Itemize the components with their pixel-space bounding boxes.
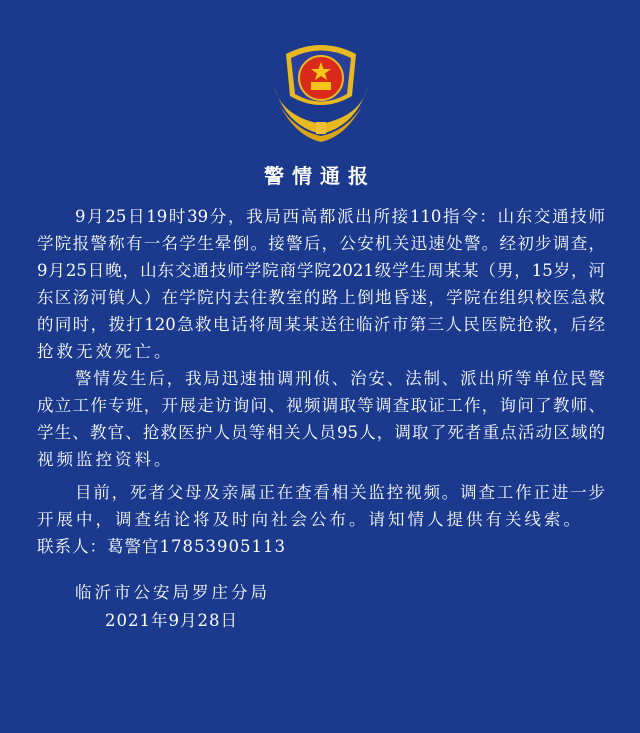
signature: 临沂市公安局罗庄分局 <box>75 583 270 602</box>
text-line: 9月25日19时39分，我局西高都派出所接110指令：山东交通技师 <box>75 207 605 226</box>
date: 2021年9月28日 <box>105 611 238 630</box>
police-emblem <box>266 36 376 144</box>
text-line: 警情发生后，我局迅速抽调刑侦、治安、法制、派出所等单位民警 <box>75 369 605 388</box>
text-line: 东区汤河镇人）在学院内去往教室的路上倒地昏迷，学院在组织校医急救 <box>37 288 605 307</box>
text-line: 的同时，拨打120急救电话将周某某送往临沂市第三人民医院抢救，后经 <box>37 315 605 334</box>
text-line: 抢救无效死亡。 <box>37 342 174 361</box>
text-line: 成立工作专班，开展走访询问、视频调取等调查取证工作，询问了教师、 <box>37 396 605 415</box>
text-line: 开展中，调查结论将及时向社会公布。请知情人提供有关线索。 <box>37 510 583 529</box>
text-line: 学生、教官、抢救医护人员等相关人员95人，调取了死者重点活动区域的 <box>37 423 605 442</box>
page-title: 警情通报 <box>264 164 376 188</box>
contact-info: 联系人：葛警官17853905113 <box>37 537 286 556</box>
text-line: 学院报警称有一名学生晕倒。接警后，公安机关迅速处警。经初步调查， <box>37 234 605 253</box>
text-line: 视频监控资料。 <box>37 450 174 469</box>
text-line: 9月25日晚，山东交通技师学院商学院2021级学生周某某（男，15岁，河 <box>37 261 605 280</box>
police-emblem-icon <box>266 36 376 144</box>
text-line: 目前，死者父母及亲属正在查看相关监控视频。调查工作正进一步 <box>75 483 605 502</box>
